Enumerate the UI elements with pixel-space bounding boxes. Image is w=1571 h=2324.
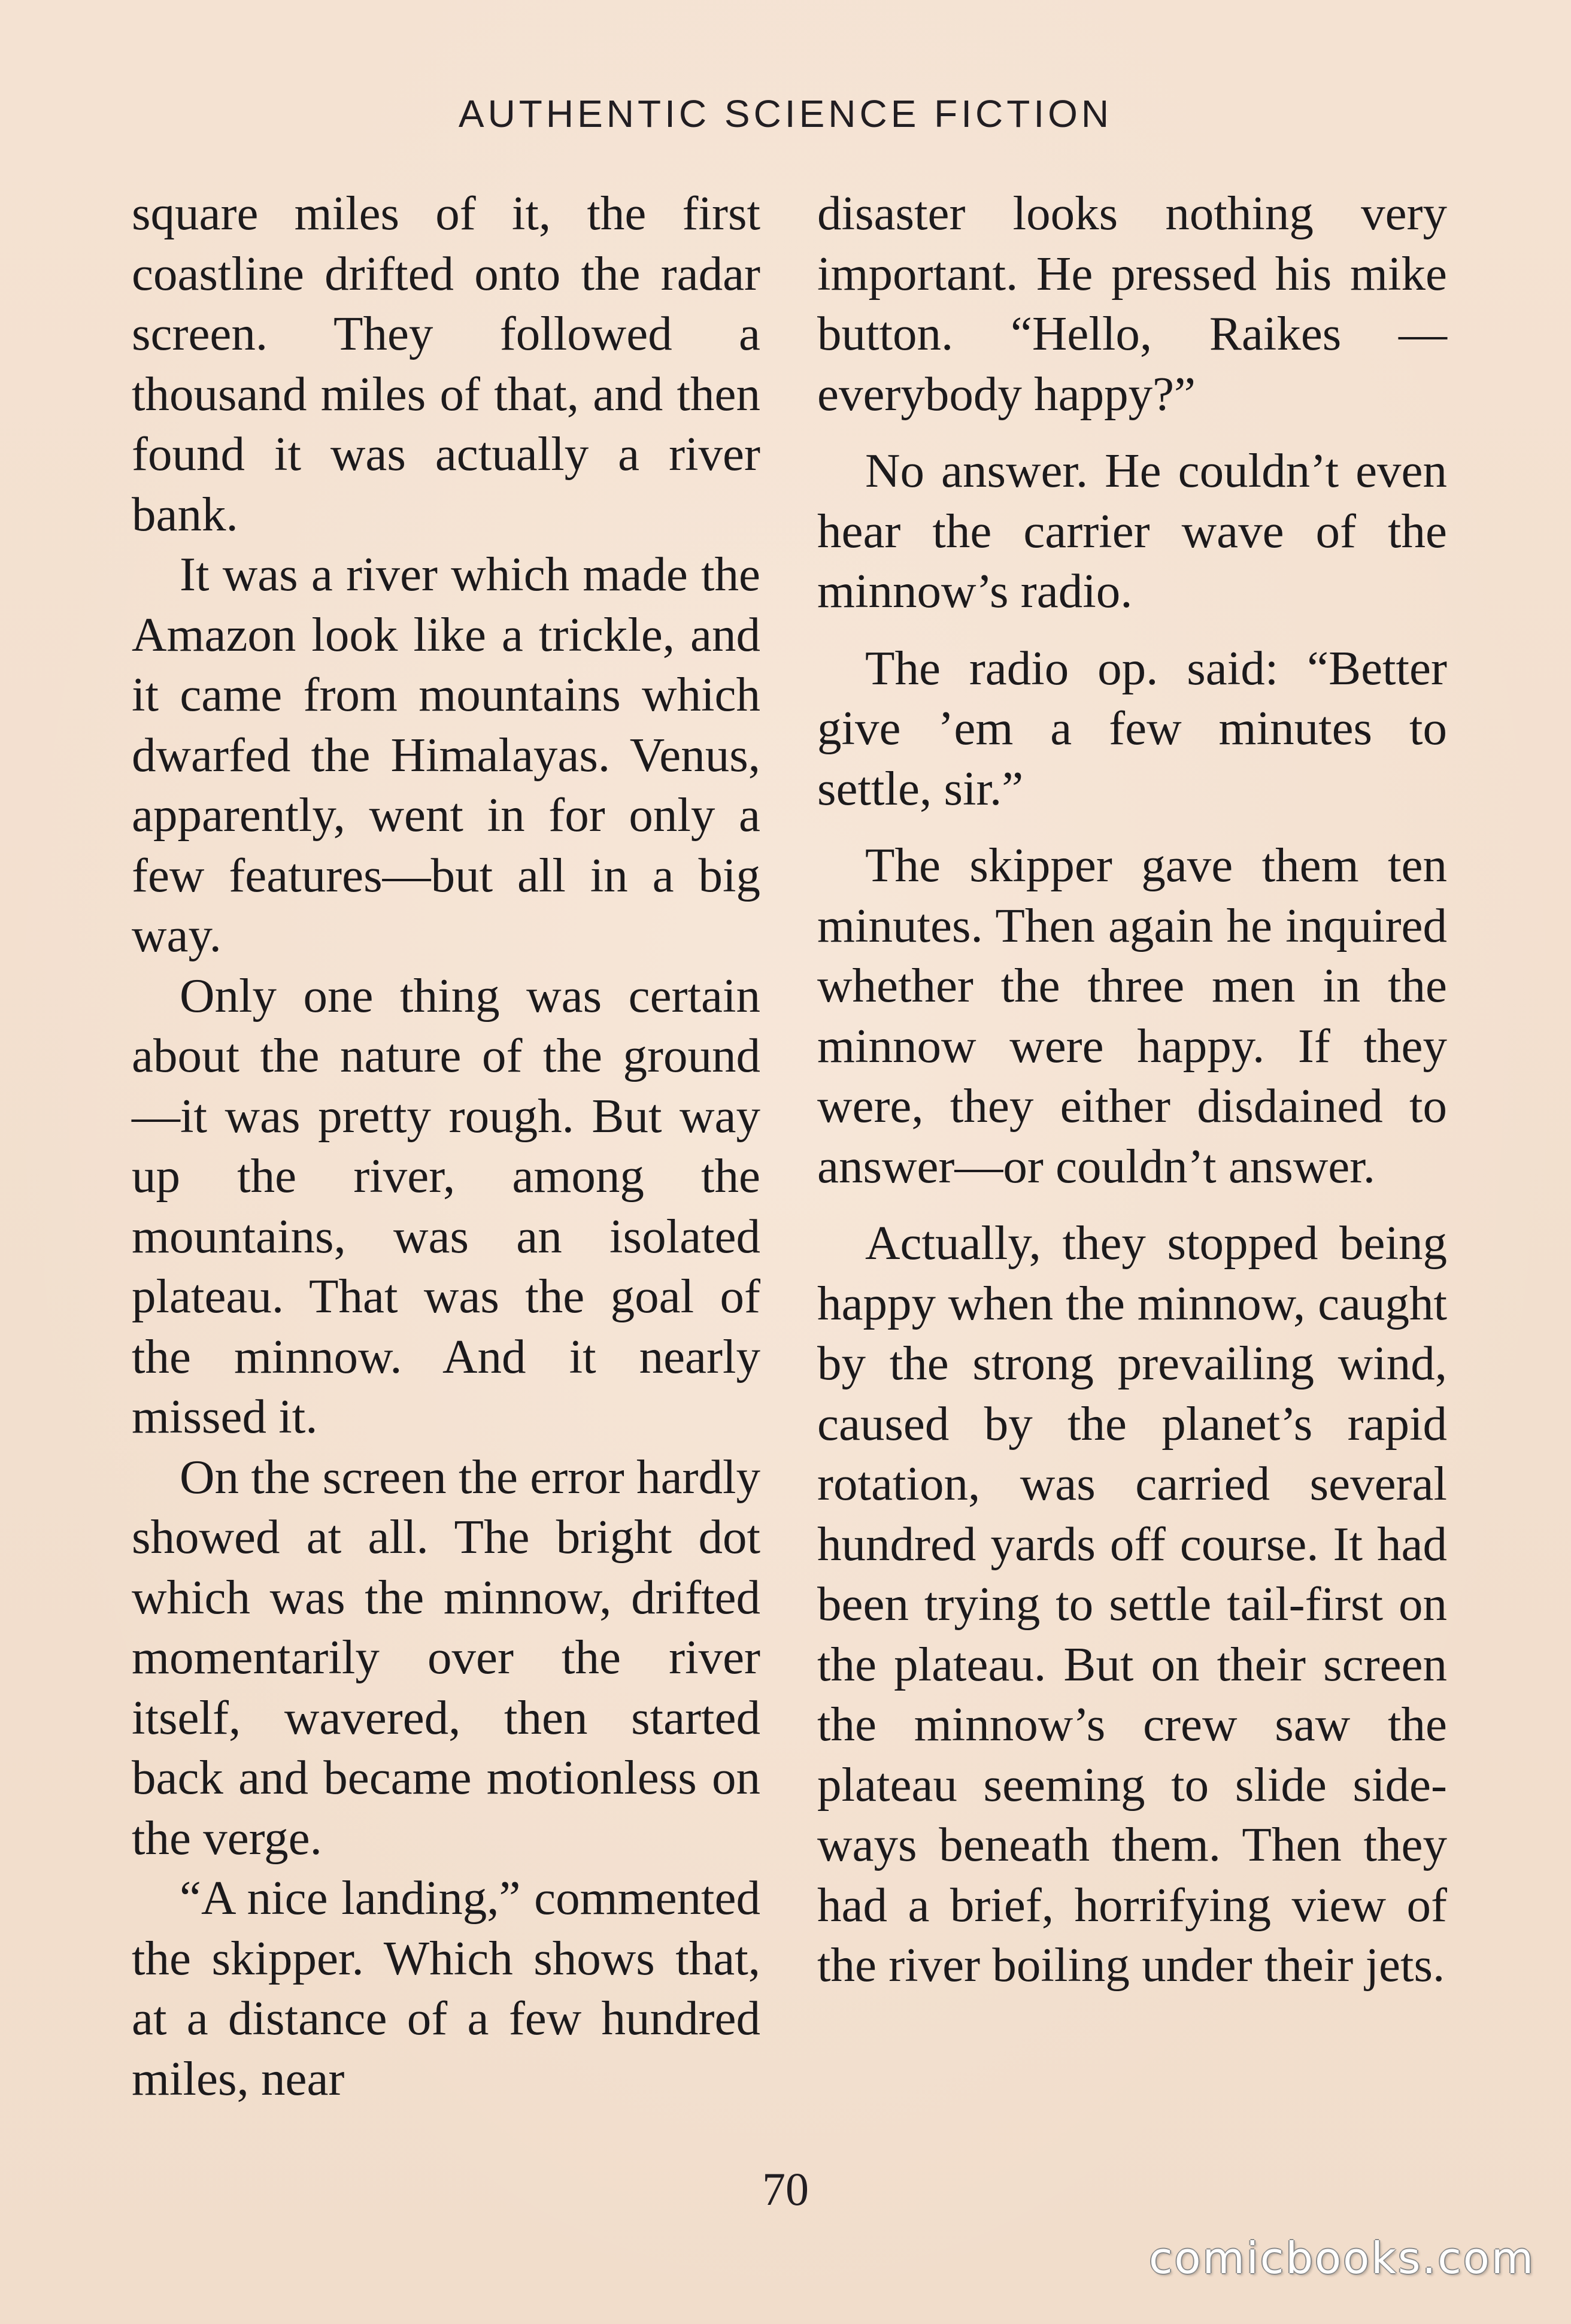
paragraph: “A nice landing,” commented the skipper. Which shows that, at a distance of a few hundred miles, near xyxy=(132,1871,760,2105)
paragraph: disaster looks nothing very important. He pressed his mike button. “Hello, Raikes —everybody happy?” xyxy=(817,186,1447,421)
running-head: AUTHENTIC SCIENCE FICTION xyxy=(458,92,1113,135)
page-number: 70 xyxy=(762,2163,809,2215)
watermark: comicbooks.com xyxy=(1148,2233,1535,2283)
paragraph: The skipper gave them ten minutes. Then again he inquired whether the three men in the minnow were happy. If they were, they either disdained to answer—or couldn’t answer. xyxy=(817,838,1447,1193)
left-column xyxy=(132,183,760,2108)
right-column xyxy=(817,183,1447,1995)
paragraph: square miles of it, the first coastline drifted onto the radar screen. They followed a thousand miles of that, and then found it was actually a river bank. xyxy=(132,186,760,541)
paragraph: The radio op. said: “Better give ’em a few minutes to settle, sir.” xyxy=(817,641,1447,815)
paragraph: It was a river which made the Amazon look like a trickle, and it came from mountains which dwarfed the Himalayas. Venus, apparently, went in for only a few features—but all in a big way. xyxy=(132,547,760,962)
paragraph: On the screen the error hardly showed at all. The bright dot which was the minnow, drifted momentarily over the river itself, wavered, then started back and became motionless on the verge. xyxy=(132,1449,760,1865)
paragraph: Only one thing was certain about the nature of the ground—it was pretty rough. But way up the river, among the mountains, was an isolated plateau. That was the goal of the minnow. And it nearly missed it. xyxy=(132,968,760,1443)
paragraph: No answer. He couldn’t even hear the carrier wave of the minnow’s radio. xyxy=(817,444,1447,618)
paragraph: Actually, they stopped being happy when the minnow, caught by the strong prevailing wind, caused by the planet’s rapid rotation, was carried several hundred yards off course. It had been trying to settle tail-first on the plateau. But on their screen the minnow’s crew saw the plateau seeming to slide sideways beneath them. Then they had a brief, horrifying view of the river boiling under their jets. xyxy=(817,1216,1447,1992)
